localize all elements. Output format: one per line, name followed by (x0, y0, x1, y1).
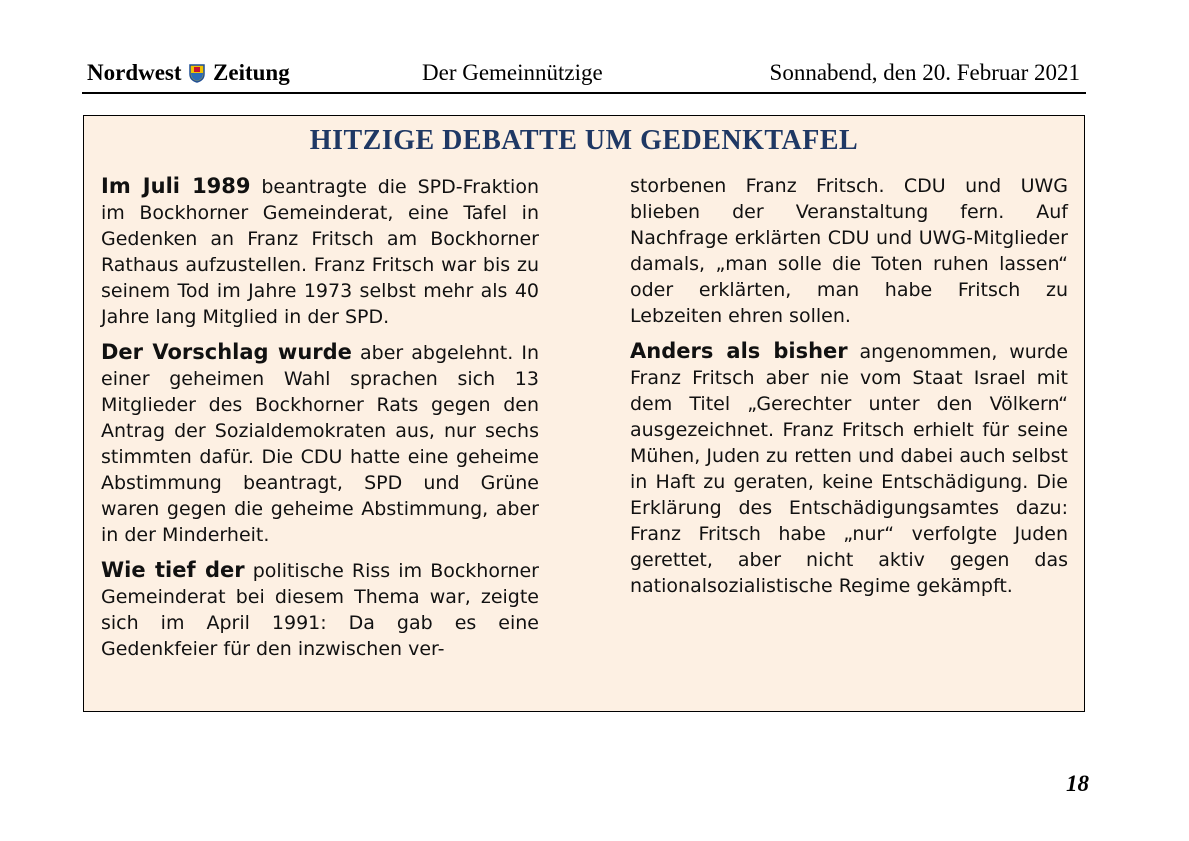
paragraph-lead: Wie tief der (101, 558, 245, 582)
paragraph (101, 557, 539, 662)
article-column-right (630, 173, 1068, 608)
paragraph-lead: Der Vorschlag wurde (101, 340, 352, 364)
article-title: HITZIGE DEBATTE UM GEDENKTAFEL (309, 125, 859, 156)
newspaper-logo (87, 60, 290, 89)
paragraph (101, 339, 539, 548)
article-column-left (101, 173, 539, 671)
paragraph-lead: Im Juli 1989 (101, 174, 251, 198)
page-header (82, 56, 1086, 94)
paragraph-text: storbenen Franz Fritsch. CDU und UWG blieben der Veranstaltung fern. Auf Nachfrage erklärten CDU und UWG-Mitglieder damals, „man solle die Toten ruhen lassen“ oder erklärten, man habe Fritsch zu Lebzeiten ehren sollen. (630, 175, 1068, 327)
section-title: Der Gemeinnützige (422, 60, 603, 85)
paragraph-lead: Anders als bisher (630, 339, 848, 363)
paragraph-text: angenommen, wurde Franz Fritsch aber nie vom Staat Israel mit dem Titel „Gerechter unter den Völkern“ ausgezeichnet. Franz Fritsch erhielt für seine Mühen, Juden zu retten und dabei auch selbst in Haft zu geraten, keine Entschädigung. Die Erklärung des Entschädigungsamtes dazu: Franz Fritsch habe „nur“ verfolgte Juden gerettet, aber nicht aktiv gegen das nationalsozialistische Regime gekämpft. (630, 341, 1069, 597)
coat-of-arms-icon (189, 63, 205, 89)
issue-date: Sonnabend, den 20. Februar 2021 (769, 60, 1080, 85)
article-box (83, 115, 1085, 712)
paragraph (630, 173, 1068, 329)
paragraph-text: beantragte die SPD-Fraktion im Bockhorner Gemeinderat, eine Tafel in Gedenken an Franz Fritsch am Bockhorner Rathaus aufzustellen. Franz Fritsch war bis zu seinem Tod im Jahre 1973 selbst mehr als 40 Jahre lang Mitglied in der SPD. (101, 176, 539, 328)
paragraph-text: politische Riss im Bockhorner Gemeinderat bei diesem Thema war, zeigte sich im April 1991: Da gab es eine Gedenkfeier für den inzwischen ver- (101, 560, 539, 660)
brand-name-left: Nordwest (87, 60, 182, 85)
paragraph-text: aber abgelehnt. In einer geheimen Wahl sprachen sich 13 Mitglieder des Bockhorner Rats gegen den Antrag der Sozialdemokraten aus, nur sechs stimmten dafür. Die CDU hatte eine geheime Abstimmung beantragt, SPD und Grüne waren gegen die geheime Abstimmung, aber in der Minderheit. (101, 342, 539, 546)
paragraph (101, 173, 539, 330)
paragraph (630, 338, 1068, 599)
brand-name-right: Zeitung (213, 60, 290, 85)
page-number: 18 (1066, 771, 1089, 796)
